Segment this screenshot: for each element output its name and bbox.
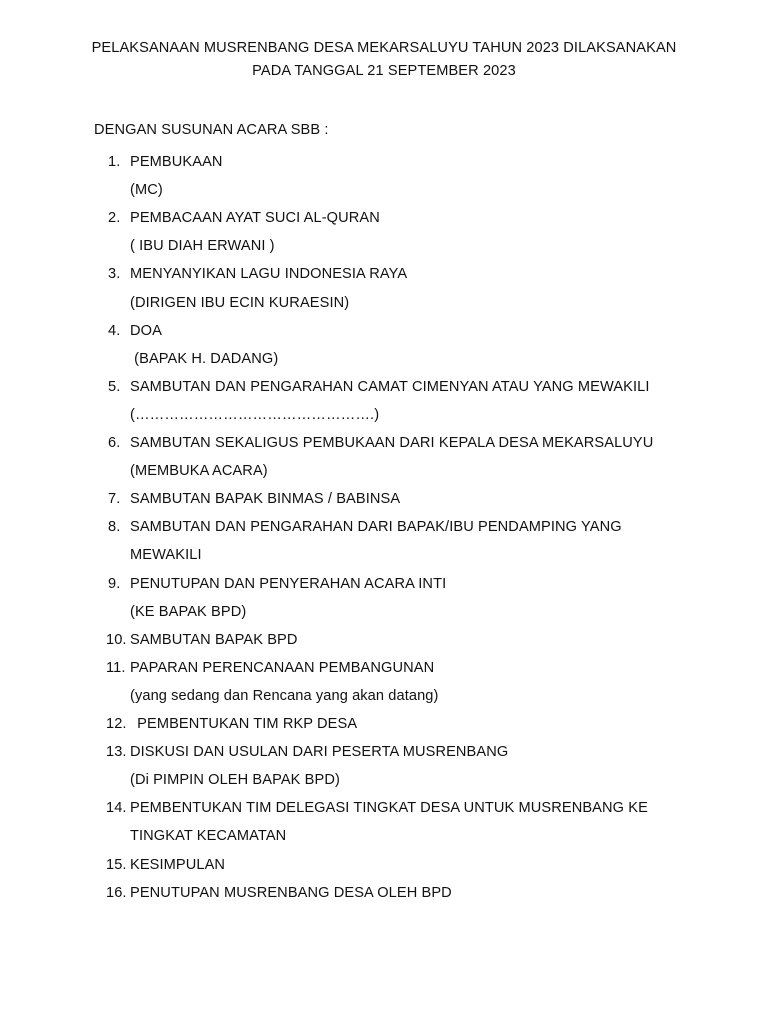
- agenda-item-text: PAPARAN PERENCANAAN PEMBANGUNAN: [130, 659, 435, 676]
- agenda-item-number: 14.: [106, 800, 127, 817]
- agenda-item-note: (………………………………………….): [130, 406, 380, 423]
- agenda-item-note: (Di PIMPIN OLEH BAPAK BPD): [130, 772, 340, 789]
- agenda-item-text: MENYANYIKAN LAGU INDONESIA RAYA: [130, 266, 408, 283]
- agenda-item-note: (KE BAPAK BPD): [130, 603, 247, 620]
- agenda-item-note: (MC): [130, 182, 163, 199]
- agenda-item-note: (MEMBUKA ACARA): [130, 463, 268, 480]
- agenda-item-number: 1.: [108, 154, 121, 170]
- agenda-item-note: MEWAKILI: [130, 547, 202, 564]
- agenda-item-text: SAMBUTAN DAN PENGARAHAN CAMAT CIMENYAN ATAU YANG MEWAKILI: [130, 378, 650, 395]
- agenda-item-text: PENUTUPAN DAN PENYERAHAN ACARA INTI: [130, 575, 447, 592]
- agenda-item-text: DISKUSI DAN USULAN DARI PESERTA MUSRENBANG: [130, 744, 509, 761]
- agenda-item-number: 9.: [108, 575, 121, 592]
- agenda-item-text: SAMBUTAN BAPAK BINMAS / BABINSA: [130, 491, 401, 508]
- agenda-item-text: PEMBUKAAN: [130, 154, 223, 170]
- agenda-item-note: (BAPAK H. DADANG): [130, 350, 279, 367]
- agenda-item-text: PEMBENTUKAN TIM RKP DESA: [133, 716, 358, 732]
- agenda-item-text: SAMBUTAN BAPAK BPD: [130, 631, 298, 648]
- agenda-item-text: PENUTUPAN MUSRENBANG DESA OLEH BPD: [130, 884, 452, 901]
- agenda-item-number: 11.: [106, 659, 126, 676]
- agenda-item-note: TINGKAT KECAMATAN: [130, 828, 287, 845]
- agenda-item-text: SAMBUTAN DAN PENGARAHAN DARI BAPAK/IBU PENDAMPING YANG: [130, 519, 622, 536]
- agenda-item-number: 3.: [108, 266, 121, 283]
- agenda-item-note: ( IBU DIAH ERWANI ): [130, 238, 275, 255]
- intro-text: DENGAN SUSUNAN ACARA SBB :: [94, 122, 329, 138]
- agenda-item-text: KESIMPULAN: [130, 856, 226, 873]
- agenda-item-number: 15.: [106, 856, 127, 873]
- agenda-item-number: 12.: [106, 716, 127, 732]
- agenda-item-number: 5.: [108, 378, 121, 395]
- agenda-item-number: 16.: [106, 884, 127, 901]
- agenda-item-text: DOA: [130, 322, 162, 339]
- agenda-item-number: 2.: [108, 210, 121, 227]
- agenda-item-note: (DIRIGEN IBU ECIN KURAESIN): [130, 294, 350, 311]
- agenda-item-number: 8.: [108, 519, 121, 536]
- agenda-item-number: 4.: [108, 322, 121, 339]
- title-line-2: PADA TANGGAL 21 SEPTEMBER 2023: [252, 63, 516, 79]
- title-line-1: PELAKSANAAN MUSRENBANG DESA MEKARSALUYU TAHUN 2023 DILAKSANAKAN: [91, 40, 677, 56]
- agenda-item-text: SAMBUTAN SEKALIGUS PEMBUKAAN DARI KEPALA DESA MEKARSALUYU: [130, 435, 654, 451]
- agenda-item-note: (yang sedang dan Rencana yang akan datang): [130, 687, 439, 704]
- agenda-item-number: 7.: [108, 491, 121, 508]
- agenda-item-number: 13.: [106, 744, 127, 761]
- agenda-item-number: 10.: [106, 631, 127, 648]
- agenda-item-text: PEMBENTUKAN TIM DELEGASI TINGKAT DESA UNTUK MUSRENBANG KE: [130, 800, 648, 817]
- agenda-item-text: PEMBACAAN AYAT SUCI AL-QURAN: [130, 210, 380, 227]
- agenda-item-number: 6.: [108, 435, 121, 451]
